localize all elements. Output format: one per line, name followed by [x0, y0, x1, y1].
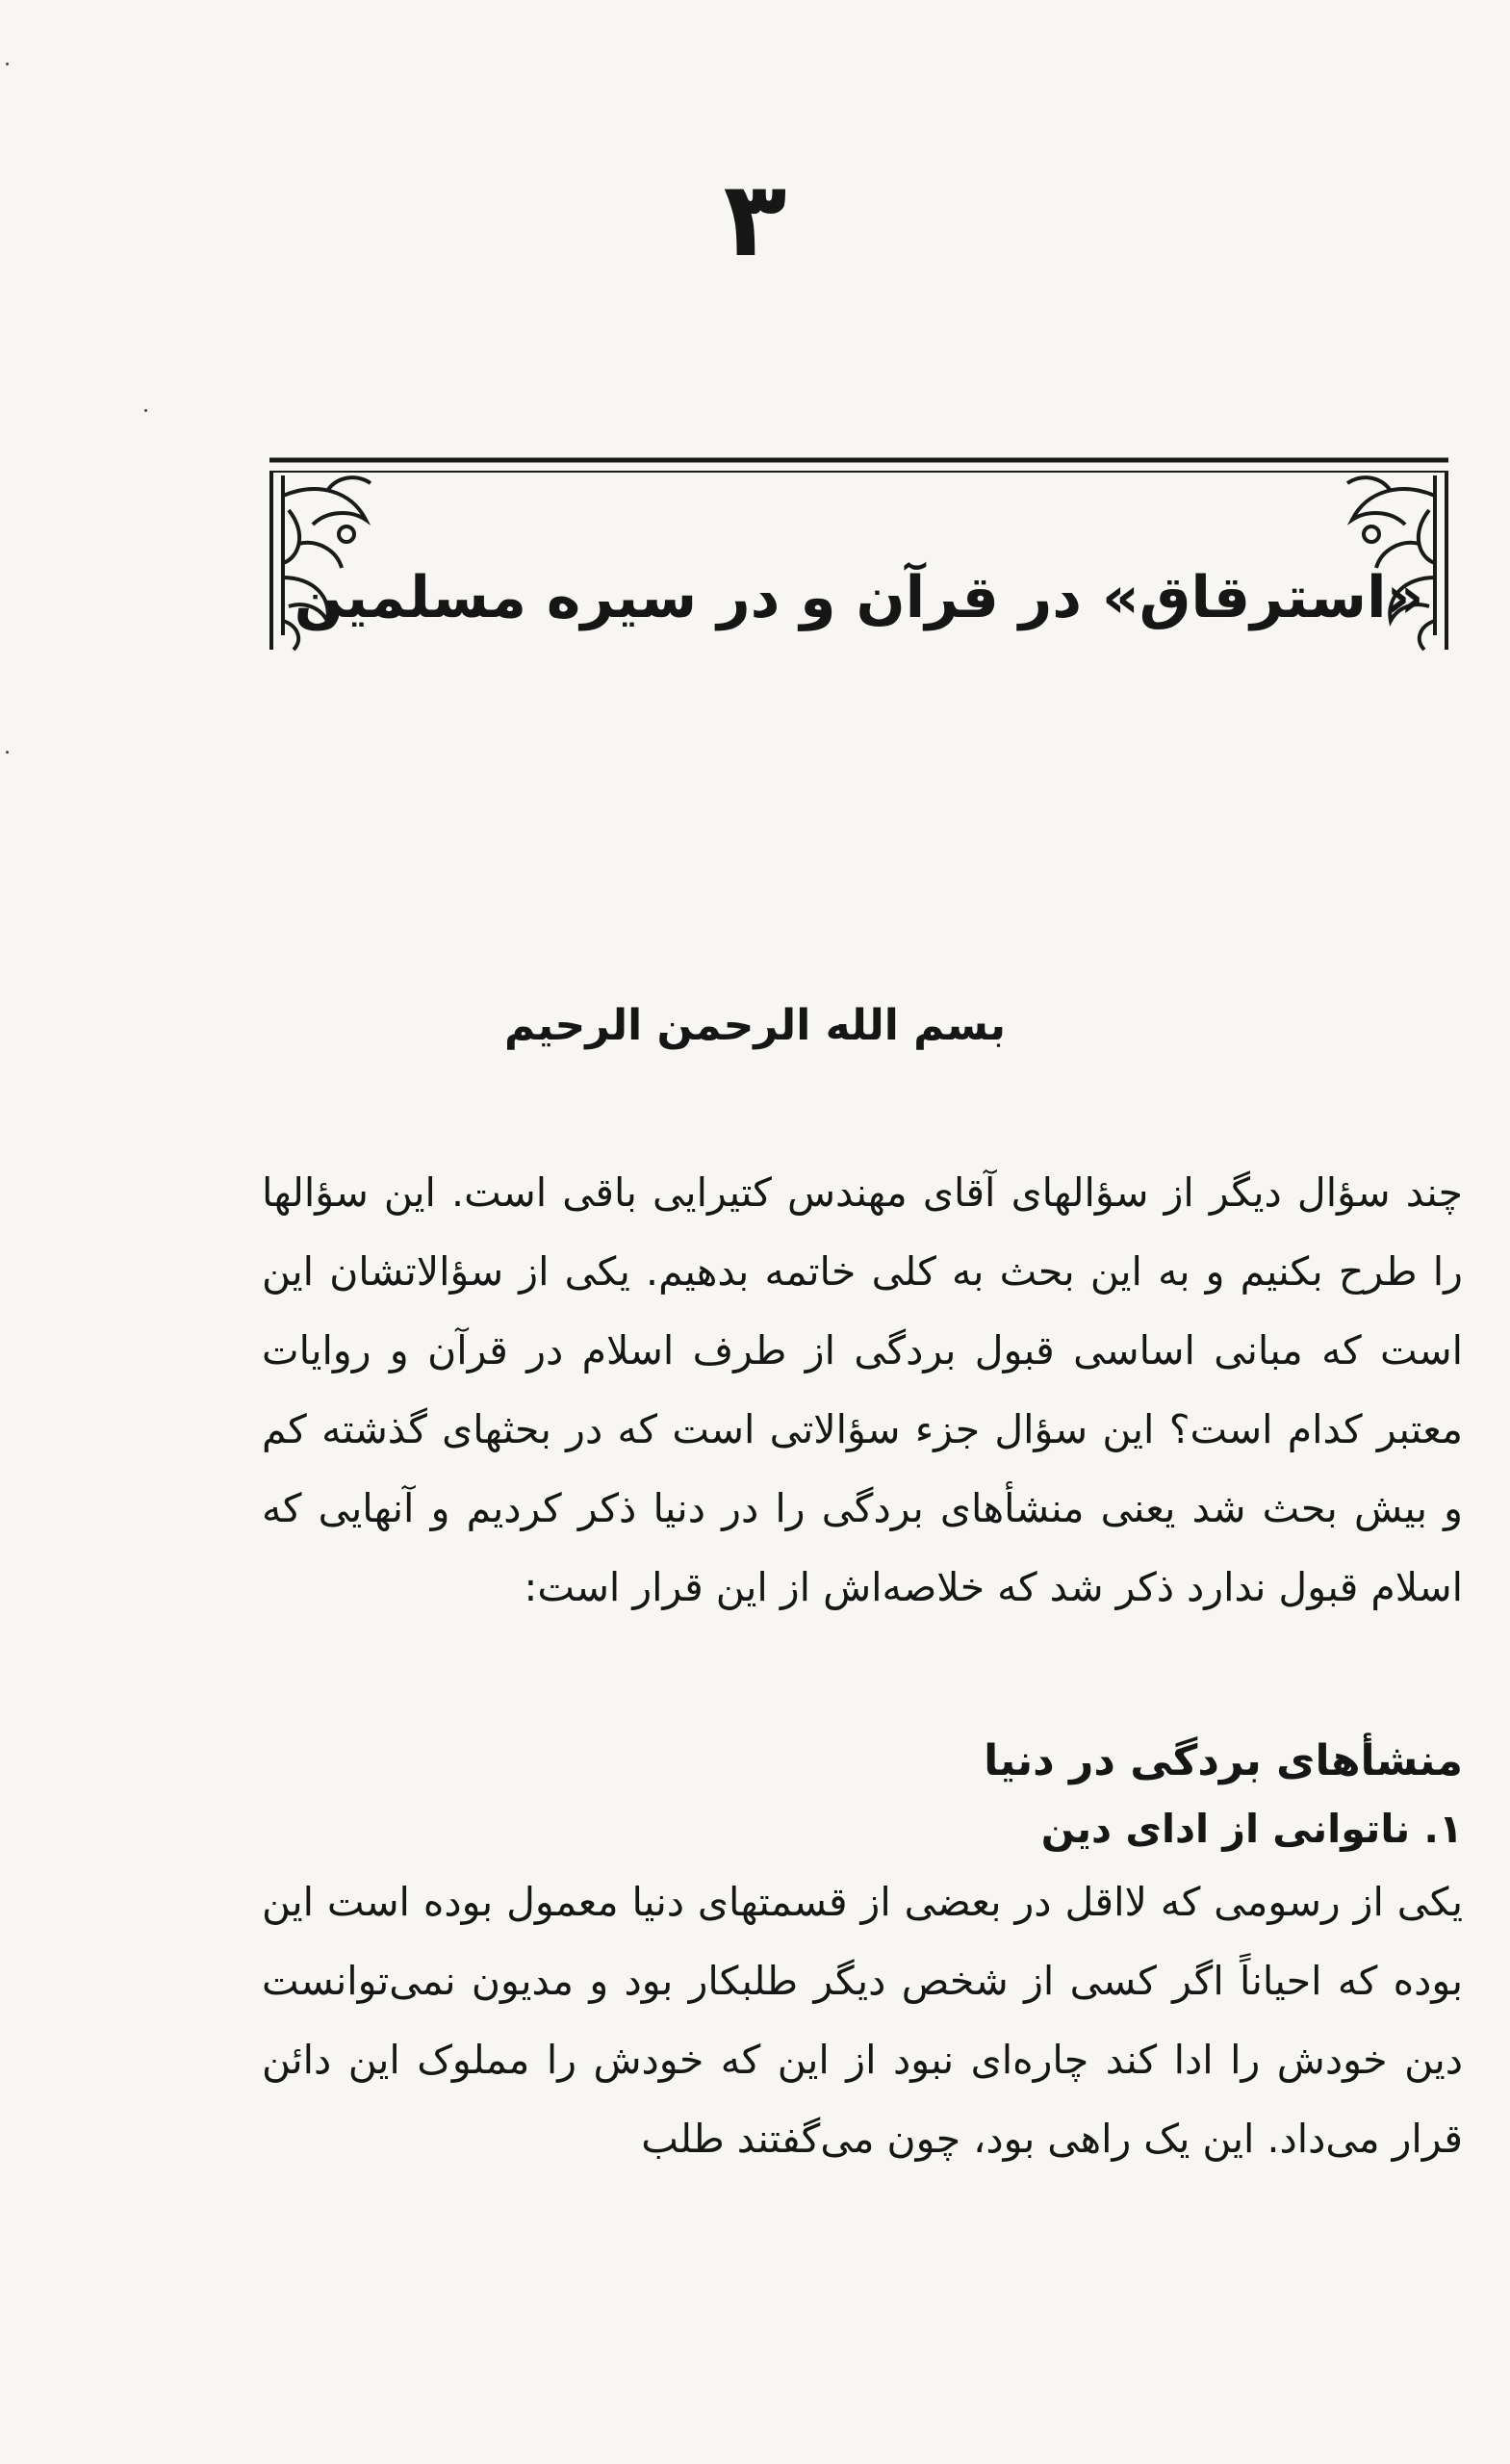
section-heading: منشأهای بردگی در دنیا: [984, 1736, 1463, 1785]
chapter-title: «استرقاق» در قرآن و در سیره مسلمین: [294, 564, 1424, 631]
basmala: بسم الله الرحمن الرحیم: [504, 1001, 1006, 1050]
section-text-block: [262, 1728, 1463, 2178]
chapter-number: ۳: [723, 160, 787, 280]
subsection-heading: ۱. ناتوانی از ادای دین: [1040, 1806, 1463, 1852]
paper-speck: [144, 409, 147, 412]
intro-text-block: [262, 1153, 1463, 1627]
paper-speck: [6, 751, 9, 754]
intro-paragraph: چند سؤال دیگر از سؤالهای آقای مهندس کتیرایی باقی است. این سؤالها را طرح بکنیم و به این بحث به کلی خاتمه بدهیم. یکی از سؤالاتشان این است که مبانی اساسی قبول بردگی از طرف اسلام در قرآن و روایات معتبر کدام است؟ این سؤال جزء سؤالاتی است که در بحثهای گذشته کم و بیش بحث شد یعنی منشأهای بردگی را در دنیا ذکر کردیم و آنهایی که اسلام قبول ندارد ذکر شد که خلاصه‌اش از این قرار است:: [262, 1169, 1463, 1610]
paper-speck: [6, 63, 9, 65]
body-paragraph: یکی از رسومی که لااقل در بعضی از قسمتهای دنیا معمول بوده است این بوده که احیاناً اگر کسی از شخص دیگر طلبکار بود و مدیون نمی‌توانست دین خودش را ادا کند چاره‌ای نبود از این که خودش را مملوک این دائن قرار می‌داد. این یک راهی بود، چون می‌گفتند طلب: [262, 1879, 1463, 2162]
